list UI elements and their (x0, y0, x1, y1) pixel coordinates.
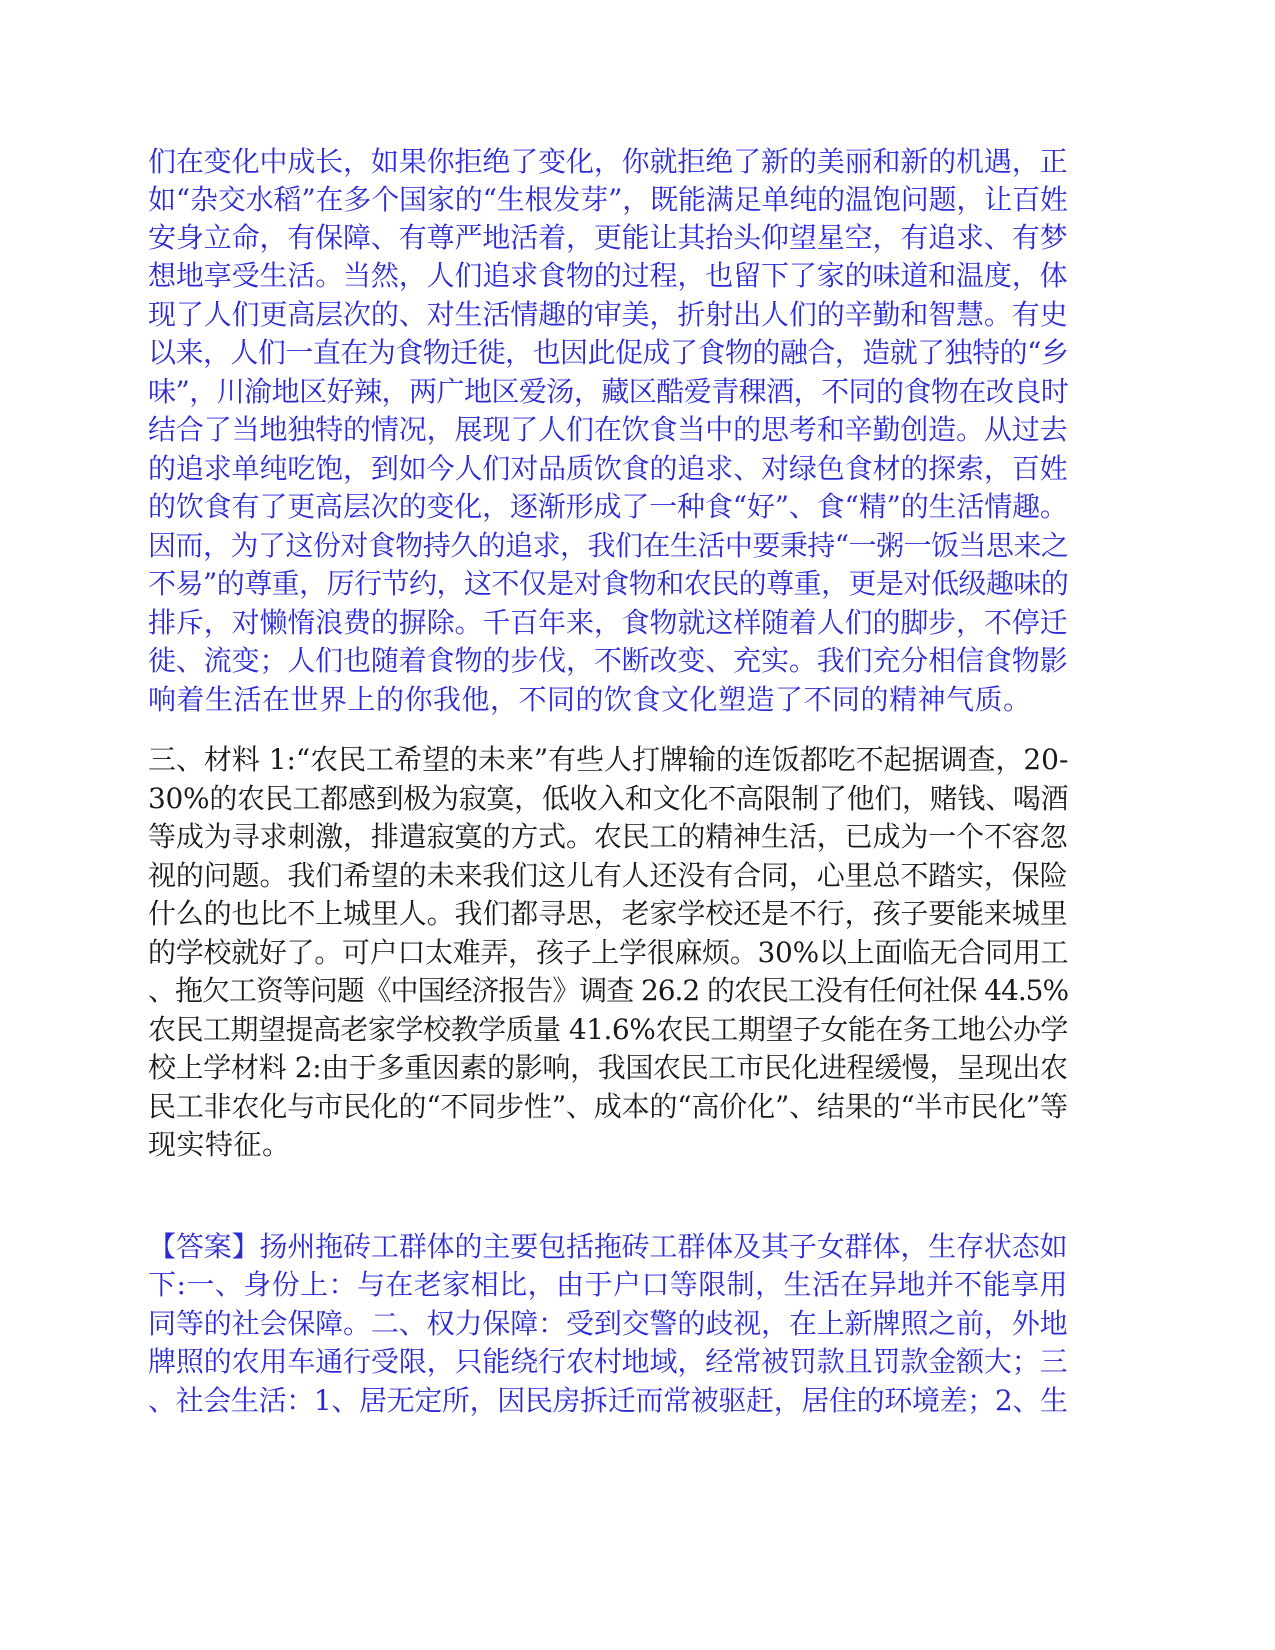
paragraph-line: 们在变化中成长，如果你拒绝了变化，你就拒绝了新的美丽和新的机遇，正 (148, 145, 1068, 178)
paragraph-line: 徙、流变；人们也随着食物的步伐，不断改变、充实。我们充分相信食物影 (148, 644, 1068, 677)
question-line: 现实特征。 (148, 1128, 291, 1161)
answer-line: 下:一、身份上：与在老家相比，由于户口等限制，生活在异地并不能享用 (148, 1268, 1068, 1301)
paragraph-line: 安身立命，有保障、有尊严地活着，更能让其抬头仰望星空，有追求、有梦 (148, 221, 1068, 254)
paragraph-line: 以来，人们一直在为食物迁徙，也因此促成了食物的融合，造就了独特的“乡 (148, 336, 1069, 369)
answer-line: 牌照的农用车通行受限，只能绕行农村地域，经常被罚款且罚款金额大；三 (148, 1345, 1068, 1378)
question-line: 视的问题。我们希望的未来我们这儿有人还没有合同，心里总不踏实，保险 (148, 859, 1068, 892)
paragraph-line: 的追求单纯吃饱，到如今人们对品质饮食的追求、对绿色食材的探索，百姓 (148, 452, 1068, 485)
paragraph-line: 的饮食有了更高层次的变化，逐渐形成了一种食“好”、食“精”的生活情趣。 (148, 490, 1068, 523)
question-line: 、拖欠工资等问题《中国经济报告》调查 26.2 的农民工没有任何社保 44.5% (148, 974, 1068, 1007)
question-line: 什么的也比不上城里人。我们都寻思，老家学校还是不行，孩子要能来城里 (148, 897, 1068, 930)
question-line: 农民工期望提高老家学校教学质量 41.6%农民工期望子女能在务工地公办学 (148, 1013, 1068, 1046)
paragraph-line: 结合了当地独特的情况，展现了人们在饮食当中的思考和辛勤创造。从过去 (148, 413, 1068, 446)
paragraph-line: 排斥，对懒惰浪费的摒除。千百年来，食物就这样随着人们的脚步，不停迁 (148, 606, 1068, 639)
paragraph-line: 不易”的尊重，厉行节约，这不仅是对食物和农民的尊重，更是对低级趣味的 (148, 567, 1069, 600)
question-line: 校上学材料 2:由于多重因素的影响，我国农民工市民化进程缓慢，呈现出农 (148, 1051, 1068, 1084)
paragraph-line: 如“杂交水稻”在多个国家的“生根发芽”，既能满足单纯的温饱问题，让百姓 (148, 183, 1068, 216)
answer-line: 、社会生活：1、居无定所，因民房拆迁而常被驱赶，居住的环境差；2、生 (148, 1384, 1068, 1417)
answer-line: 同等的社会保障。二、权力保障：受到交警的歧视，在上新牌照之前，外地 (148, 1307, 1068, 1340)
question-line: 民工非农化与市民化的“不同步性”、成本的“高价化”、结果的“半市民化”等 (148, 1090, 1068, 1123)
paragraph-line: 味”，川渝地区好辣，两广地区爱汤，藏区酷爱青稞酒，不同的食物在改良时 (148, 375, 1069, 408)
question-line: 30%的农民工都感到极为寂寞，低收入和文化不高限制了他们，赌钱、喝酒 (148, 782, 1069, 815)
paragraph-line: 想地享受生活。当然，人们追求食物的过程，也留下了家的味道和温度，体 (148, 259, 1068, 292)
paragraph-line: 因而，为了这份对食物持久的追求，我们在生活中要秉持“一粥一饭当思来之 (148, 529, 1069, 562)
paragraph-line: 现了人们更高层次的、对生活情趣的审美，折射出人们的辛勤和智慧。有史 (148, 298, 1068, 331)
question-line: 的学校就好了。可户口太难弄，孩子上学很麻烦。30%以上面临无合同用工 (148, 936, 1069, 969)
answer-line: 【答案】扬州拖砖工群体的主要包括拖砖工群体及其子女群体，生存状态如 (148, 1230, 1068, 1263)
question-line: 三、材料 1:“农民工希望的未来”有些人打牌输的连饭都吃不起据调查，20- (148, 743, 1069, 776)
question-line: 等成为寻求刺激，排遣寂寞的方式。农民工的精神生活，已成为一个不容忽 (148, 820, 1068, 853)
paragraph-line: 响着生活在世界上的你我他，不同的饮食文化塑造了不同的精神气质。 (148, 683, 1032, 716)
